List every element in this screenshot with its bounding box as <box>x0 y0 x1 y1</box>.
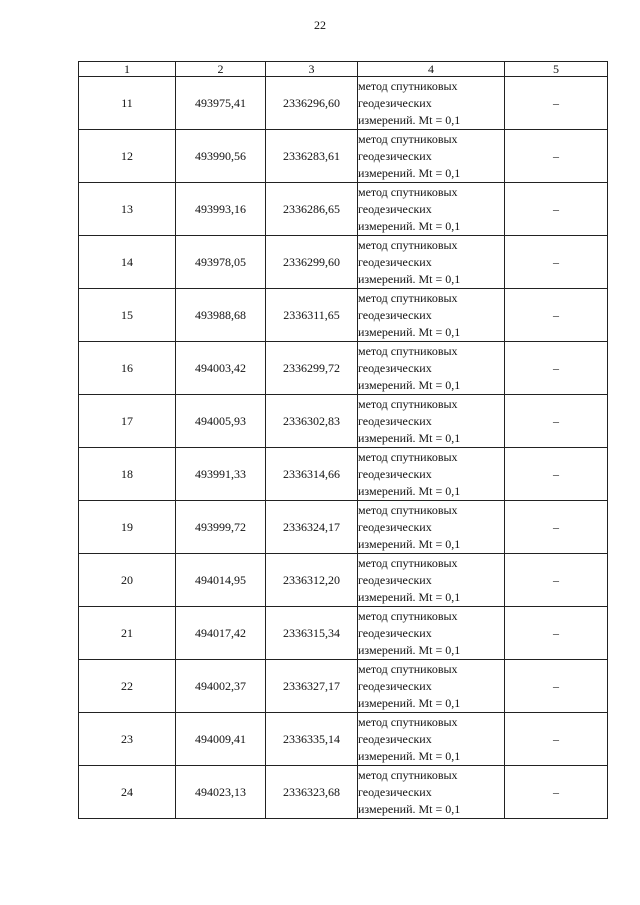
description-dash: – <box>505 183 608 236</box>
header-row <box>79 62 608 77</box>
method-cell <box>358 77 505 130</box>
table-row <box>79 183 608 236</box>
table-row <box>79 77 608 130</box>
table-row <box>79 660 608 713</box>
coordinate-y: 2336323,68 <box>266 766 358 819</box>
method-line-3: измерений. Mt = 0,1 <box>358 218 461 233</box>
header-col-4: 4 <box>358 62 505 77</box>
method-line-2: геодезических <box>358 201 432 216</box>
method-cell <box>358 713 505 766</box>
method-line-2: геодезических <box>358 784 432 799</box>
description-dash: – <box>505 77 608 130</box>
method-line-3: измерений. Mt = 0,1 <box>358 748 461 763</box>
coordinate-x: 494003,42 <box>176 342 266 395</box>
point-number: 14 <box>79 236 176 289</box>
table-row <box>79 236 608 289</box>
coordinate-x: 493991,33 <box>176 448 266 501</box>
method-line-3: измерений. Mt = 0,1 <box>358 536 461 551</box>
header-col-2: 2 <box>176 62 266 77</box>
method-line-2: геодезических <box>358 148 432 163</box>
method-cell <box>358 660 505 713</box>
method-line-3: измерений. Mt = 0,1 <box>358 642 461 657</box>
coordinates-table <box>78 61 608 819</box>
coordinate-y: 2336296,60 <box>266 77 358 130</box>
method-line-2: геодезических <box>358 625 432 640</box>
coordinate-y: 2336324,17 <box>266 501 358 554</box>
description-dash: – <box>505 236 608 289</box>
table-row <box>79 395 608 448</box>
method-line-3: измерений. Mt = 0,1 <box>358 112 461 127</box>
header-col-1: 1 <box>79 62 176 77</box>
coordinate-y: 2336299,60 <box>266 236 358 289</box>
coordinate-y: 2336311,65 <box>266 289 358 342</box>
method-line-3: измерений. Mt = 0,1 <box>358 801 461 816</box>
description-dash: – <box>505 660 608 713</box>
point-number: 23 <box>79 713 176 766</box>
description-dash: – <box>505 342 608 395</box>
coordinate-y: 2336314,66 <box>266 448 358 501</box>
method-cell <box>358 289 505 342</box>
coordinate-y: 2336327,17 <box>266 660 358 713</box>
method-cell <box>358 501 505 554</box>
coordinate-x: 493975,41 <box>176 77 266 130</box>
method-line-1: метод спутниковых <box>358 131 458 146</box>
description-dash: – <box>505 766 608 819</box>
method-cell <box>358 183 505 236</box>
method-line-2: геодезических <box>358 307 432 322</box>
point-number: 12 <box>79 130 176 183</box>
method-cell <box>358 342 505 395</box>
description-dash: – <box>505 607 608 660</box>
description-dash: – <box>505 554 608 607</box>
coordinate-y: 2336302,83 <box>266 395 358 448</box>
coordinate-x: 493999,72 <box>176 501 266 554</box>
method-line-1: метод спутниковых <box>358 661 458 676</box>
method-line-2: геодезических <box>358 95 432 110</box>
method-line-2: геодезических <box>358 731 432 746</box>
method-line-1: метод спутниковых <box>358 184 458 199</box>
table-row <box>79 607 608 660</box>
coordinate-x: 494002,37 <box>176 660 266 713</box>
point-number: 18 <box>79 448 176 501</box>
table-row <box>79 713 608 766</box>
method-line-3: измерений. Mt = 0,1 <box>358 271 461 286</box>
description-dash: – <box>505 130 608 183</box>
method-line-3: измерений. Mt = 0,1 <box>358 165 461 180</box>
description-dash: – <box>505 713 608 766</box>
method-cell <box>358 130 505 183</box>
coordinate-x: 494014,95 <box>176 554 266 607</box>
method-line-2: геодезических <box>358 360 432 375</box>
point-number: 15 <box>79 289 176 342</box>
point-number: 22 <box>79 660 176 713</box>
coordinate-y: 2336299,72 <box>266 342 358 395</box>
method-line-1: метод спутниковых <box>358 449 458 464</box>
coordinate-y: 2336315,34 <box>266 607 358 660</box>
table-row <box>79 448 608 501</box>
point-number: 24 <box>79 766 176 819</box>
method-line-2: геодезических <box>358 519 432 534</box>
point-number: 16 <box>79 342 176 395</box>
method-line-3: измерений. Mt = 0,1 <box>358 377 461 392</box>
coordinate-y: 2336335,14 <box>266 713 358 766</box>
table-row <box>79 554 608 607</box>
method-line-2: геодезических <box>358 466 432 481</box>
coordinate-y: 2336312,20 <box>266 554 358 607</box>
coordinate-y: 2336286,65 <box>266 183 358 236</box>
coordinate-x: 493993,16 <box>176 183 266 236</box>
table-row <box>79 766 608 819</box>
method-line-1: метод спутниковых <box>358 78 458 93</box>
method-line-1: метод спутниковых <box>358 767 458 782</box>
description-dash: – <box>505 448 608 501</box>
point-number: 13 <box>79 183 176 236</box>
method-line-2: геодезических <box>358 678 432 693</box>
method-line-3: измерений. Mt = 0,1 <box>358 430 461 445</box>
point-number: 19 <box>79 501 176 554</box>
method-line-1: метод спутниковых <box>358 396 458 411</box>
point-number: 11 <box>79 77 176 130</box>
method-line-3: измерений. Mt = 0,1 <box>358 324 461 339</box>
method-line-1: метод спутниковых <box>358 290 458 305</box>
method-line-3: измерений. Mt = 0,1 <box>358 589 461 604</box>
description-dash: – <box>505 289 608 342</box>
method-cell <box>358 448 505 501</box>
method-line-2: геодезических <box>358 572 432 587</box>
header-col-5: 5 <box>505 62 608 77</box>
table-row <box>79 342 608 395</box>
table-row <box>79 501 608 554</box>
coordinate-x: 494005,93 <box>176 395 266 448</box>
point-number: 21 <box>79 607 176 660</box>
method-cell <box>358 554 505 607</box>
coordinate-x: 493978,05 <box>176 236 266 289</box>
method-line-2: геодезических <box>358 413 432 428</box>
point-number: 17 <box>79 395 176 448</box>
method-line-1: метод спутниковых <box>358 714 458 729</box>
coordinate-x: 494017,42 <box>176 607 266 660</box>
method-line-3: измерений. Mt = 0,1 <box>358 483 461 498</box>
header-col-3: 3 <box>266 62 358 77</box>
method-line-1: метод спутниковых <box>358 237 458 252</box>
coordinate-x: 494023,13 <box>176 766 266 819</box>
point-number: 20 <box>79 554 176 607</box>
coordinate-y: 2336283,61 <box>266 130 358 183</box>
method-cell <box>358 236 505 289</box>
method-cell <box>358 607 505 660</box>
coordinate-x: 494009,41 <box>176 713 266 766</box>
method-line-1: метод спутниковых <box>358 343 458 358</box>
method-line-2: геодезических <box>358 254 432 269</box>
page-number: 22 <box>314 18 326 32</box>
table-row <box>79 130 608 183</box>
method-cell <box>358 766 505 819</box>
description-dash: – <box>505 501 608 554</box>
method-line-3: измерений. Mt = 0,1 <box>358 695 461 710</box>
method-cell <box>358 395 505 448</box>
method-line-1: метод спутниковых <box>358 555 458 570</box>
coordinate-x: 493988,68 <box>176 289 266 342</box>
description-dash: – <box>505 395 608 448</box>
method-line-1: метод спутниковых <box>358 502 458 517</box>
table-row <box>79 289 608 342</box>
method-line-1: метод спутниковых <box>358 608 458 623</box>
coordinate-x: 493990,56 <box>176 130 266 183</box>
